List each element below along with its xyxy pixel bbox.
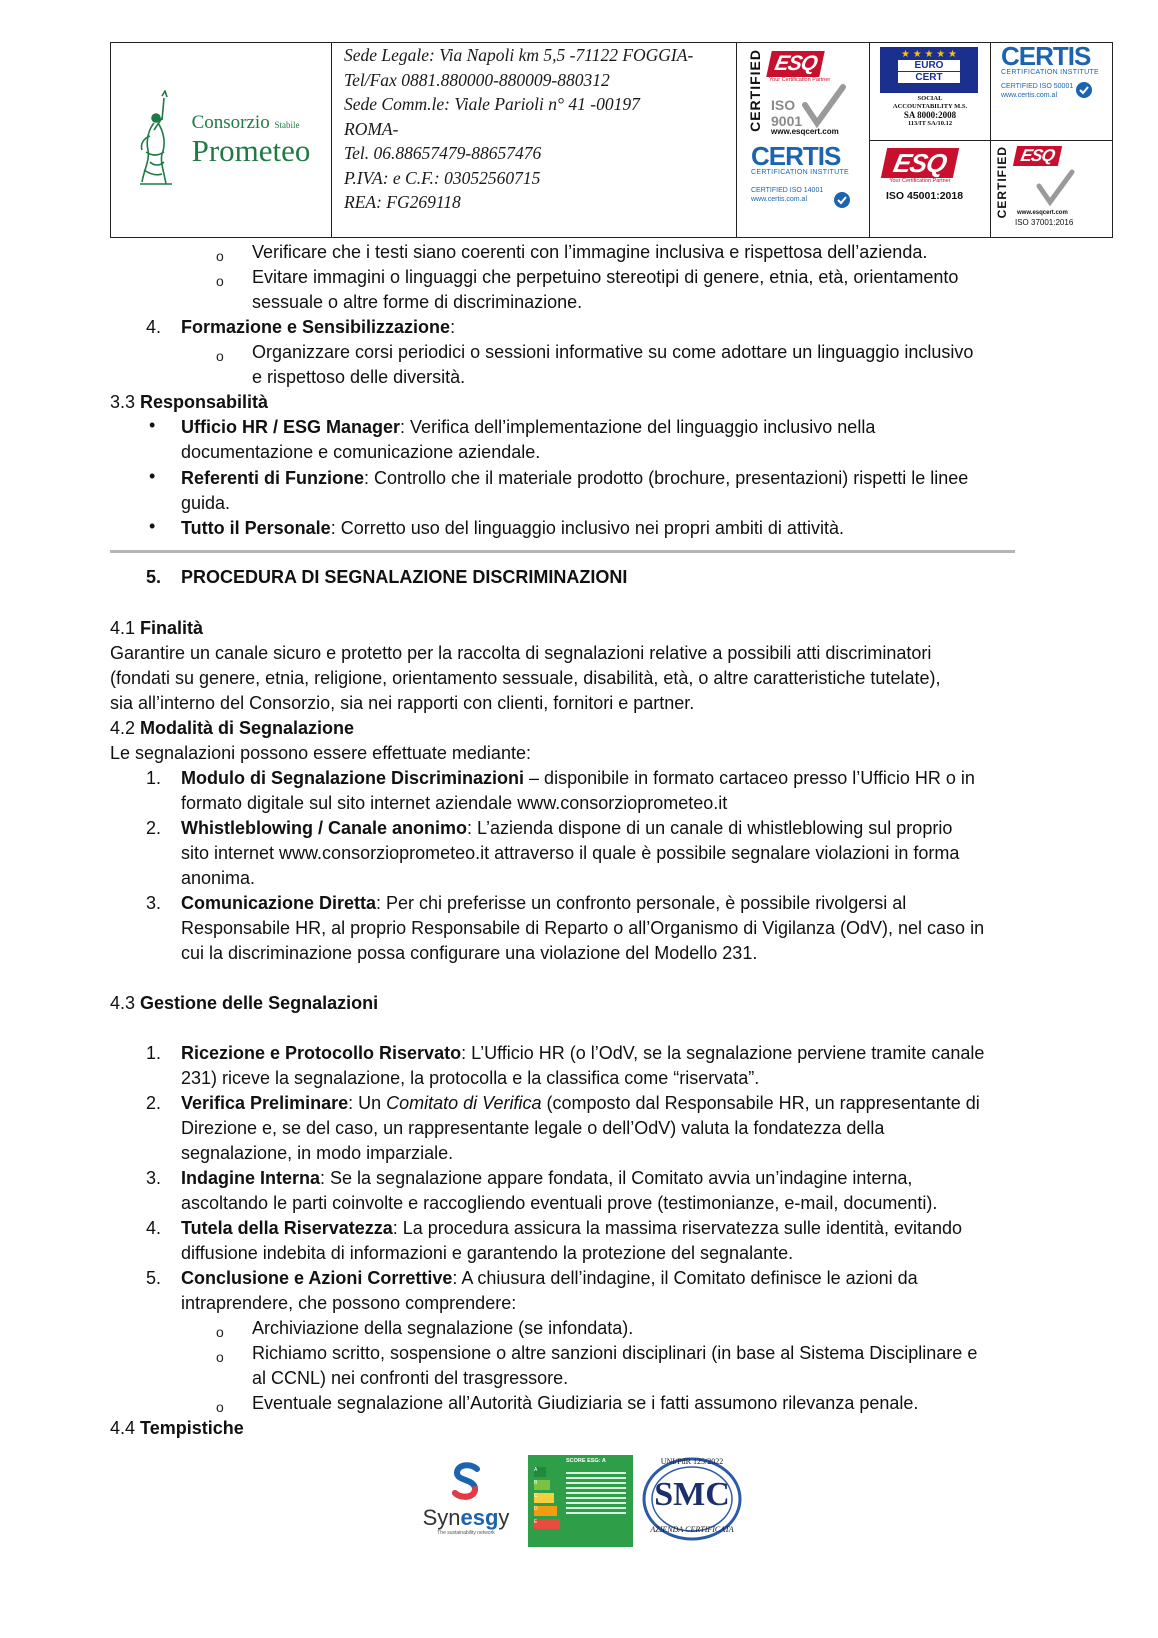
bullet-circle: o [216, 1324, 224, 1340]
check-circle-icon [1075, 81, 1093, 99]
bullet-circle: o [216, 1399, 224, 1415]
prometheus-figure-icon [132, 90, 188, 190]
section-title: Gestione delle Segnalazioni [140, 993, 379, 1013]
address-line: ROMA- [344, 118, 399, 139]
logo-line2: Prometeo [191, 133, 311, 168]
synesgy-esg: esg [460, 1505, 499, 1530]
esq-tagline: Your Certification Partner [769, 77, 831, 83]
text-line: Direzione e, se del caso, un rappresentante legale o dell’OdV) valuta la fondatezza della [181, 1118, 885, 1138]
text-line: al CCNL) nei confronti del trasgressore. [252, 1368, 569, 1388]
list-item [181, 891, 906, 916]
item-text: : La procedura assicura la massima riservatezza sulle identità, evitando [392, 1218, 963, 1238]
item-text: : Verifica dell’implementazione del linguaggio inclusivo nella [400, 417, 876, 437]
item-title: Whistleblowing / Canale anonimo [181, 818, 468, 838]
item-title: Verifica Preliminare [181, 1093, 349, 1113]
text-line: sessuale o altre forme di discriminazione. [252, 292, 583, 312]
certis-tagline: CERTIFICATION INSTITUTE [751, 169, 850, 176]
item-title: Ufficio HR / ESG Manager [181, 417, 401, 437]
bullet-dot: • [149, 466, 156, 486]
section-number: 5. [146, 567, 162, 587]
item-title: Modulo di Segnalazione Discriminazioni [181, 768, 525, 788]
text-line: cui la discriminazione possa configurare una violazione del Modello 231. [181, 943, 758, 963]
company-logo [111, 43, 332, 237]
iso-label: ISO [771, 97, 796, 113]
iso-number: 9001 [771, 113, 803, 129]
certis-tagline: CERTIFICATION INSTITUTE [1001, 69, 1100, 76]
text-line: Responsabile HR, al proprio Responsabile di Reparto o all’Organismo di Vigilanza (OdV), nel caso in [181, 918, 985, 938]
item-title: Ricezione e Protocollo Riservato [181, 1043, 462, 1063]
bullet-circle: o [216, 348, 224, 364]
certified-label: CERTIFIED [995, 146, 1009, 219]
text-line: Garantire un canale sicuro e protetto per la raccolta di segnalazioni relative a possibili atti discriminatori [110, 643, 932, 663]
item-title: Comunicazione Diretta [181, 893, 377, 913]
synesgy-post: y [498, 1505, 510, 1530]
check-circle-icon [833, 191, 851, 209]
list-number: 2. [146, 1093, 162, 1113]
text-line: Eventuale segnalazione all’Autorità Giudiziaria se i fatti assumono rilevanza penale. [252, 1393, 919, 1413]
item-title: Indagine Interna [181, 1168, 321, 1188]
section-number: 3.3 [110, 392, 141, 412]
smc-bottom-text: AZIENDA CERTIFICATA [650, 1525, 734, 1534]
list-number: 4. [146, 317, 162, 337]
address-line: P.IVA: e C.F.: 03052560715 [344, 167, 541, 188]
address-line: Tel. 06.88657479-88657476 [344, 143, 542, 163]
list-item [181, 1266, 918, 1291]
item-text: : Corretto uso del linguaggio inclusivo nei propri ambiti di attività. [330, 518, 844, 538]
smc-top-text: UNI/PdR 125/2022 [660, 1457, 724, 1466]
section-title: PROCEDURA DI SEGNALAZIONE DISCRIMINAZIONI [181, 567, 628, 587]
section-number: 4.1 [110, 618, 141, 638]
bullet-circle: o [216, 248, 224, 264]
list-number: 5. [146, 1268, 162, 1288]
section-number: 4.2 [110, 718, 141, 738]
section-heading [110, 390, 268, 415]
address-line: REA: FG269118 [344, 192, 461, 212]
text-line: diffusione indebita di informazioni e garantendo la protezione del segnalante. [181, 1243, 794, 1263]
esq-tagline: Your Certification Partner [889, 178, 951, 184]
section-heading [110, 716, 354, 741]
certified-label: CERTIFIED [747, 49, 763, 132]
esg-score-badge [528, 1455, 633, 1547]
text-line: guida. [181, 493, 231, 513]
text-line: documentazione e comunicazione aziendale. [181, 442, 541, 462]
text-line: intraprendere, che possono comprendere: [181, 1293, 517, 1313]
certis-iso14001-badge [739, 141, 869, 237]
company-address [332, 43, 737, 237]
list-item [181, 466, 968, 491]
item-title: Tutto il Personale [181, 518, 331, 538]
logo-line1: Consorzio [191, 112, 270, 133]
certis-iso14001: CERTIFIED ISO 14001 [751, 187, 824, 194]
item-text: – disponibile in formato cartaceo presso l’Ufficio HR o in [524, 768, 975, 788]
text-line: ascoltando le parti coinvolte e raccogliendo eventuali prove (testimonianze, e-mail, documenti). [181, 1193, 938, 1213]
certis-iso50001-badge [991, 43, 1101, 140]
list-number: 2. [146, 818, 162, 838]
horizontal-rule [110, 550, 1015, 553]
iso45001-label: ISO 45001:2018 [886, 190, 964, 202]
text-line: Archiviazione della segnalazione (se infondata). [252, 1318, 634, 1338]
address-line: Sede Comm.le: Viale Parioli n° 41 -00197 [344, 94, 640, 114]
list-item [181, 766, 975, 791]
item-text: (composto dal Responsabile HR, un rappresentante di [541, 1093, 980, 1113]
list-item [181, 1091, 980, 1116]
list-number: 3. [146, 893, 162, 913]
logo-line1-small: Stabile [274, 120, 300, 130]
esq-iso37001-badge [991, 140, 1101, 237]
item-text: : Per chi preferisse un confronto personale, è possibile rivolgersi al [376, 893, 907, 913]
checkmark-icon [799, 83, 847, 129]
item-italic: Comitato di Verifica [386, 1093, 542, 1113]
text-line: Evitare immagini o linguaggi che perpetuino stereotipi di genere, etnia, età, orientamento [252, 267, 959, 287]
item-text: : [450, 317, 456, 337]
smc-certification-seal [638, 1453, 746, 1549]
smc-name: SMC [654, 1476, 730, 1513]
synesgy-logo [420, 1461, 512, 1536]
certifications-grid [737, 43, 1112, 237]
list-item [181, 1041, 984, 1066]
bullet-dot: • [149, 516, 156, 536]
section-number: 4.3 [110, 993, 141, 1013]
item-text: : L’azienda dispone di un canale di whistleblowing sul proprio [467, 818, 953, 838]
esq-logo: ESQ [881, 148, 959, 178]
iso37001-label: ISO 37001:2016 [1015, 218, 1074, 227]
section-heading [110, 616, 203, 641]
eurocert-word1: EURO [898, 60, 960, 71]
list-item [181, 415, 875, 440]
certis-iso50001: CERTIFIED ISO 50001 [1001, 83, 1074, 90]
esg-score-title: SCORE ESG: A [566, 1458, 606, 1464]
item-text: : Un [348, 1093, 387, 1113]
score-bar-a: A [534, 1467, 546, 1477]
address-line: Sede Legale: Via Napoli km 5,5 -71122 FOGGIA- [344, 45, 694, 65]
score-bar-c: C [534, 1493, 554, 1503]
text-line: sia all’interno del Consorzio, sia nei rapporti con clienti, fornitori e partner. [110, 693, 695, 713]
footer-logos [0, 1453, 1158, 1553]
esq-url: www.esqcert.com [771, 127, 839, 136]
sa8000-line: ACCOUNTABILITY M.S. [892, 102, 968, 110]
section-heading [110, 1416, 244, 1441]
text-line: Verificare che i testi siano coerenti con l’immagine inclusiva e rispettosa dell’azienda. [252, 242, 928, 262]
certis-logo: CERTIS [751, 141, 841, 171]
synesgy-pre: Syn [422, 1505, 461, 1530]
item-text: : L’Ufficio HR (o l’OdV, se la segnalazione perviene tramite canale [461, 1043, 985, 1063]
esq-logo: ESQ [1013, 146, 1062, 166]
esq-url: www.esqcert.com [1017, 210, 1068, 216]
list-number: 1. [146, 1043, 162, 1063]
text-line: Organizzare corsi periodici o sessioni informative su come adottare un linguaggio inclusivo [252, 342, 974, 362]
eurocert-logo: ★ ★ ★ ★ ★ EURO CERT [880, 47, 978, 93]
item-text: : Se la segnalazione appare fondata, il Comitato avvia un’indagine interna, [320, 1168, 913, 1188]
section-title: Responsabilità [140, 392, 269, 412]
text-line: sito internet www.consorzioprometeo.it attraverso il quale è possibile segnalare violazioni in forma [181, 843, 960, 863]
list-item [181, 816, 952, 841]
score-bar-d: D [534, 1506, 557, 1516]
item-title: Formazione e Sensibilizzazione [181, 317, 451, 337]
sa8000-standard: SA 8000:2008 [903, 110, 957, 120]
item-title: Referenti di Funzione [181, 468, 365, 488]
bullet-dot: • [149, 415, 156, 435]
item-text: : A chiusura dell’indagine, il Comitato definisce le azioni da [452, 1268, 918, 1288]
list-number: 1. [146, 768, 162, 788]
score-bar-e: E [534, 1519, 560, 1529]
text-line: formato digitale sul sito internet aziendale www.consorzioprometeo.it [181, 793, 728, 813]
eurocert-word2: CERT [898, 72, 960, 83]
item-title: Conclusione e Azioni Correttive [181, 1268, 453, 1288]
section-number: 4.4 [110, 1418, 141, 1438]
list-item [181, 1216, 962, 1241]
text-line: segnalazione, in modo imparziale. [181, 1143, 454, 1163]
certis-logo: CERTIS [1001, 41, 1091, 71]
certis-url: www.certis.com.al [1001, 92, 1058, 99]
eurocert-sa8000-badge [870, 43, 990, 140]
text-line: 231) riceve la segnalazione, la protocolla e la classifica come “riservata”. [181, 1068, 760, 1088]
section-title: Tempistiche [140, 1418, 244, 1438]
synesgy-s-icon [449, 1461, 483, 1501]
sa8000-line: SOCIAL [917, 95, 943, 102]
item-title: Tutela della Riservatezza [181, 1218, 393, 1238]
text-line: e rispettoso delle diversità. [252, 367, 466, 387]
sa8000-line: 113/IT SA/10.12 [907, 120, 953, 127]
synesgy-tagline: The sustainability network [437, 1530, 495, 1536]
section-heading [110, 991, 378, 1016]
text-line: anonima. [181, 868, 256, 888]
list-item [181, 516, 844, 541]
score-bar-b: B [534, 1480, 550, 1490]
bullet-circle: o [216, 273, 224, 289]
list-item [181, 315, 455, 340]
text-line: Richiamo scritto, sospensione o altre sanzioni disciplinari (in base al Sistema Disciplinare e [252, 1343, 978, 1363]
item-text: : Controllo che il materiale prodotto (brochure, presentazioni) rispetti le linee [364, 468, 969, 488]
text-line: (fondati su genere, etnia, religione, orientamento sessuale, disabilità, età, o altre caratteristiche tutelate), [110, 668, 941, 688]
list-number: 4. [146, 1218, 162, 1238]
text-line: Le segnalazioni possono essere effettuate mediante: [110, 743, 531, 763]
section-title: Finalità [140, 618, 204, 638]
bullet-circle: o [216, 1349, 224, 1365]
esg-score-text-lines [566, 1469, 626, 1517]
esq-iso45001-badge [870, 140, 990, 237]
list-number: 3. [146, 1168, 162, 1188]
section-title: Modalità di Segnalazione [140, 718, 355, 738]
address-line: Tel/Fax 0881.880000-880009-880312 [344, 69, 610, 90]
checkmark-icon [1035, 168, 1075, 208]
letterhead-table [110, 42, 1113, 238]
certis-url: www.certis.com.al [751, 196, 808, 203]
esq-logo: ESQ [766, 51, 825, 77]
list-item [181, 1166, 912, 1191]
